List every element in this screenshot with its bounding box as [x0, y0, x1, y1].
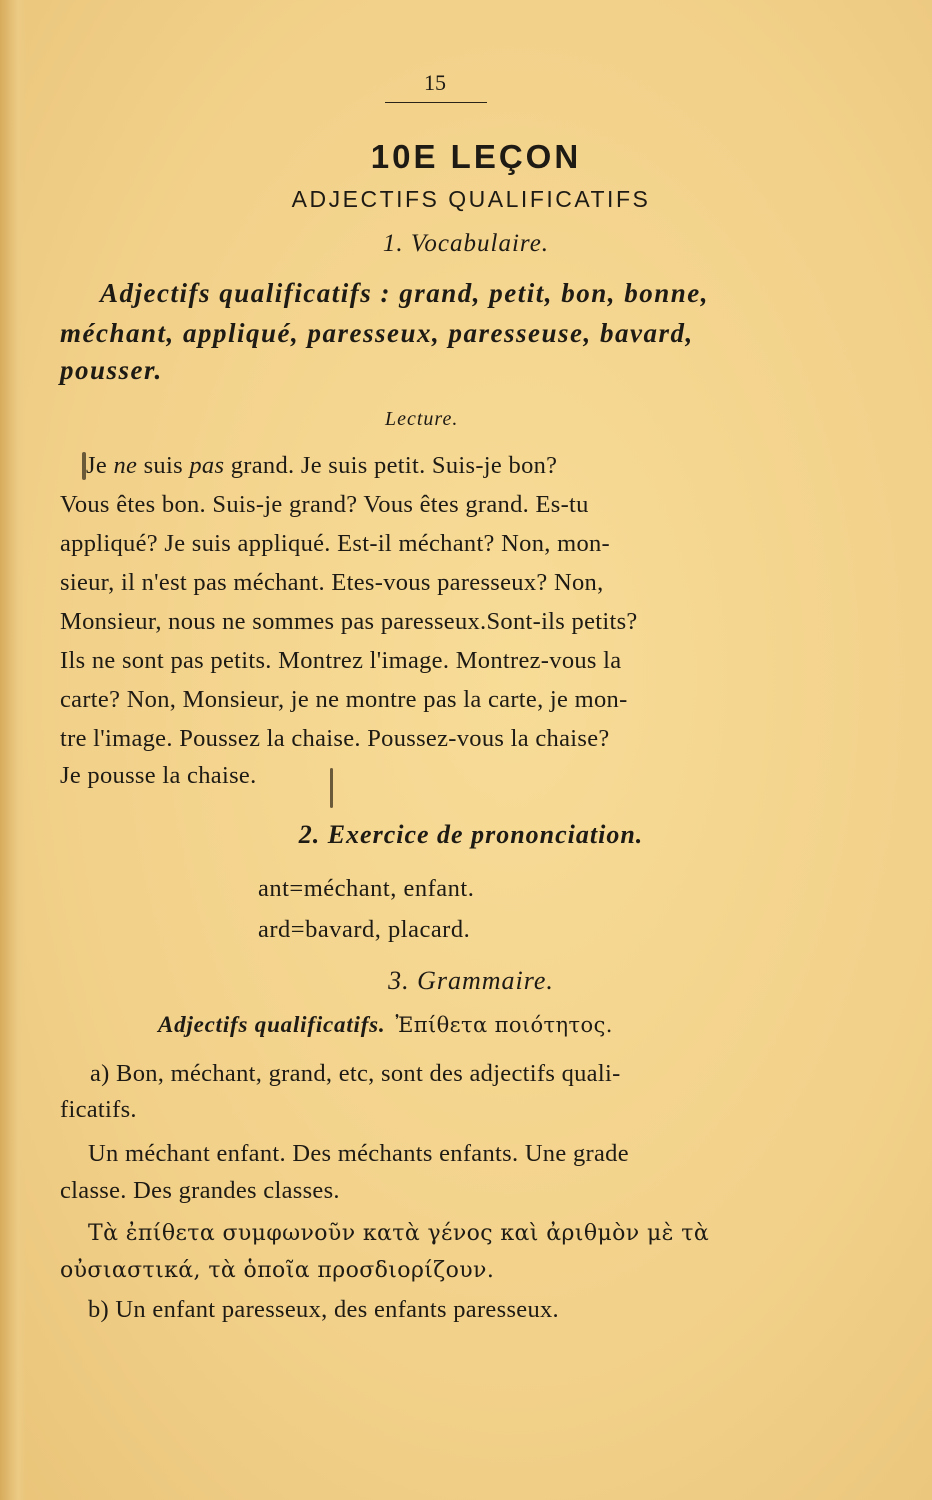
- lecture-emphasis-ne: ne: [113, 452, 138, 479]
- grammaire-heading: 3. Grammaire.: [388, 966, 554, 995]
- lecture-line: Ils ne sont pas petits. Montrez l'image. Montrez-vous la: [60, 647, 622, 674]
- vocabulaire-heading: 1. Vocabulaire.: [382, 230, 550, 257]
- page-number: 15: [424, 70, 446, 95]
- grammaire-greek-line: Τὰ ἐπίθετα συμφωνοῦν κατὰ γένος καὶ ἀριθμὸν μὲ τὰ: [88, 1221, 710, 1246]
- lecture-text: suis: [137, 452, 190, 479]
- grammaire-line: a) Bon, méchant, grand, etc, sont des adjectifs quali-: [90, 1060, 621, 1087]
- lecture-line: sieur, il n'est pas méchant. Etes-vous paresseux? Non,: [60, 569, 604, 596]
- prononciation-heading: 2. Exercice de prononciation.: [298, 820, 644, 849]
- lecture-heading: Lecture.: [385, 408, 459, 430]
- page-number-rule: [385, 102, 487, 103]
- lecture-line: appliqué? Je suis appliqué. Est-il méchant? Non, mon-: [60, 530, 611, 557]
- lecture-line: Je pousse la chaise.: [60, 762, 257, 789]
- margin-bracket-mark: [330, 768, 333, 808]
- vocabulaire-line: Adjectifs qualificatifs : grand, petit, bon, bonne,: [100, 278, 710, 308]
- vocabulaire-line: pousser.: [60, 355, 163, 385]
- lecture-text: Je: [86, 452, 114, 479]
- grammaire-greek-line: οὐσιαστικά, τὰ ὁποῖα προσδιορίζουν.: [60, 1258, 495, 1283]
- lecture-text: grand. Je suis petit. Suis-je bon?: [224, 452, 558, 479]
- lecture-line: Vous êtes bon. Suis-je grand? Vous êtes grand. Es-tu: [60, 491, 589, 518]
- margin-bracket-mark: [82, 452, 86, 480]
- lesson-title: 10E LEÇON: [370, 138, 582, 175]
- prononciation-line: ant=méchant, enfant.: [258, 875, 475, 902]
- lecture-line: carte? Non, Monsieur, je ne montre pas la carte, je mon-: [60, 686, 628, 713]
- lecture-line: Monsieur, nous ne sommes pas paresseux.Sont-ils petits?: [60, 608, 638, 635]
- grammaire-line: classe. Des grandes classes.: [60, 1177, 340, 1204]
- grammaire-subheading-fr: Adjectifs qualificatifs.: [158, 1012, 386, 1037]
- grammaire-line: Un méchant enfant. Des méchants enfants. Une grade: [88, 1140, 629, 1167]
- lesson-subtitle: ADJECTIFS QUALIFICATIFS: [291, 186, 651, 212]
- lecture-emphasis-pas: pas: [189, 452, 225, 479]
- lecture-line: tre l'image. Poussez la chaise. Poussez-vous la chaise?: [60, 725, 610, 752]
- grammaire-subheading: [158, 1012, 613, 1038]
- grammaire-subheading-gr: Ἐπίθετα ποιότητος.: [395, 1013, 613, 1037]
- prononciation-line: ard=bavard, placard.: [258, 916, 471, 943]
- lecture-line: [86, 452, 557, 480]
- grammaire-line: b) Un enfant paresseux, des enfants paresseux.: [88, 1296, 559, 1323]
- vocabulaire-line: méchant, appliqué, paresseux, paresseuse, bavard,: [60, 318, 694, 348]
- page-gutter-shadow: [0, 0, 26, 1500]
- grammaire-line: ficatifs.: [60, 1096, 137, 1123]
